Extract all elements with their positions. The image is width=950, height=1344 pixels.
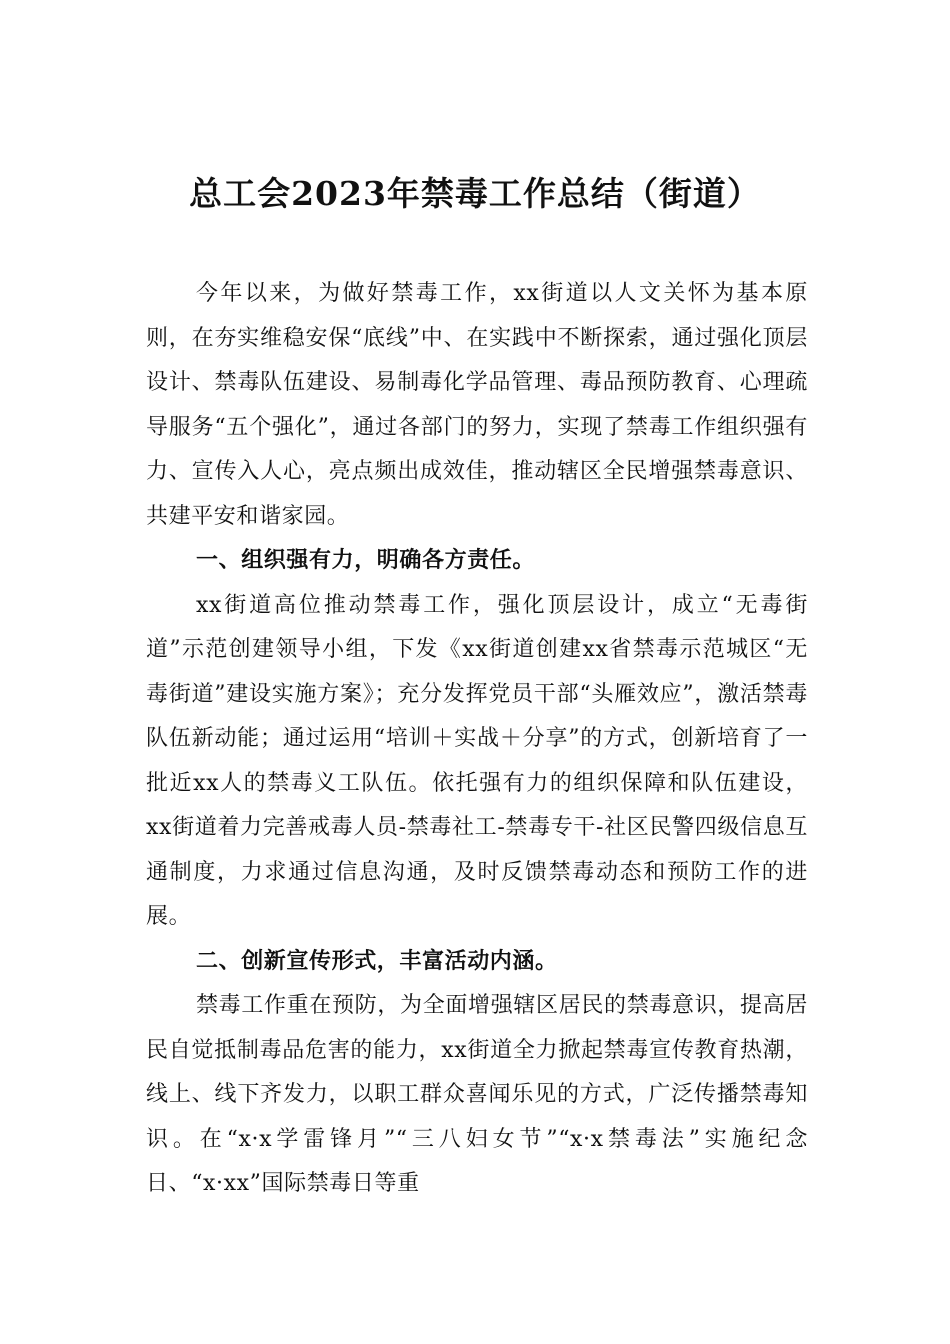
section-heading-1: 一、组织强有力，明确各方责任。 [196, 548, 536, 573]
section-2-paragraph: 禁毒工作重在预防，为全面增强辖区居民的禁毒意识，提高居民自觉抵制毒品危害的能力，xx街道全力掀起禁毒宣传教育热潮，线上、线下齐发力，以职工群众喜闻乐见的方式，广泛传播禁毒知识。在“x·x学雷锋月”“三八妇女节”“x·x禁毒法”实施纪念日、“x·xx”国际禁毒日等重 [146, 993, 808, 1196]
intro-paragraph: 今年以来，为做好禁毒工作，xx街道以人文关怀为基本原则，在夯实维稳安保“底线”中、在实践中不断探索，通过强化顶层设计、禁毒队伍建设、易制毒化学品管理、毒品预防教育、心理疏导服务“五个强化”，通过各部门的努力，实现了禁毒工作组织强有力、宣传入人心，亮点频出成效佳，推动辖区全民增强禁毒意识、共建平安和谐家园。 [146, 281, 808, 529]
document-title: 总工会2023年禁毒工作总结（街道） [189, 174, 761, 213]
section-1-paragraph: xx街道高位推动禁毒工作，强化顶层设计，成立“无毒街道”示范创建领导小组，下发《xx街道创建xx省禁毒示范城区“无毒街道”建设实施方案》；充分发挥党员干部“头雁效应”，激活禁毒队伍新动能；通过运用“培训＋实战＋分享”的方式，创新培育了一批近xx人的禁毒义工队伍。依托强有力的组织保障和队伍建设，xx街道着力完善戒毒人员-禁毒社工-禁毒专干-社区民警四级信息互通制度，力求通过信息沟通，及时反馈禁毒动态和预防工作的进展。 [146, 592, 808, 929]
document-body [146, 272, 808, 1207]
section-heading-2: 二、创新宣传形式，丰富活动内涵。 [196, 948, 558, 974]
